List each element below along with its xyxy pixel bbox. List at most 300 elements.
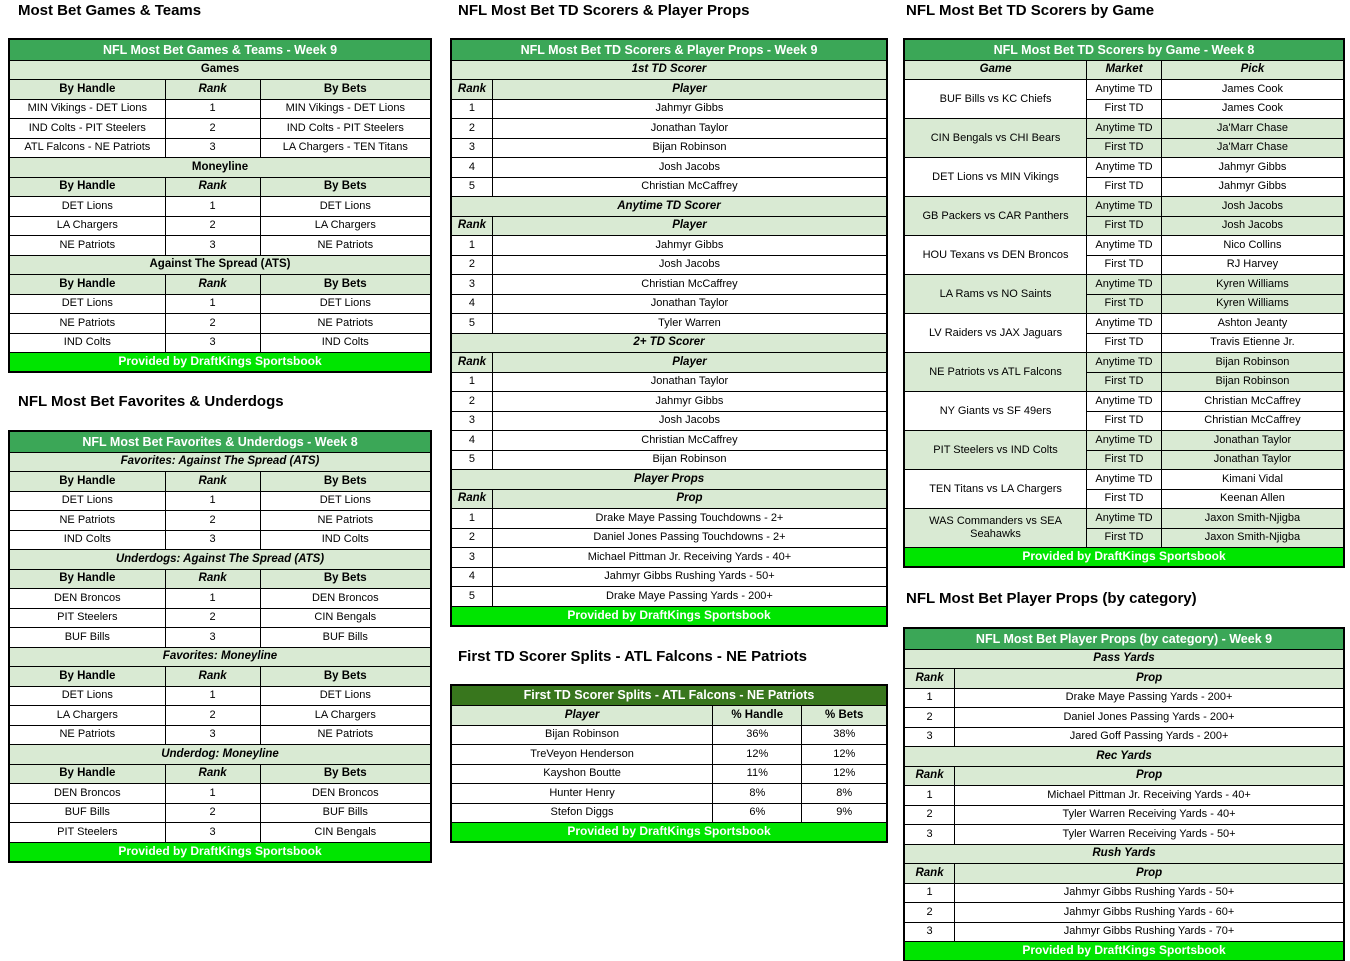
nfl-most-bet-player-props-by-category-week9-data-row [904,883,1344,903]
table-nfl-most-bet-td-scorers-by-game-week8 [903,38,1345,568]
nfl-most-bet-td-scorers-player-props-week9-data-row [451,138,887,158]
data-cell: RJ Harvey [1161,255,1344,275]
data-cell: DET Lions [260,491,431,511]
data-cell: Ja'Marr Chase [1161,119,1344,139]
data-cell: Ashton Jeanty [1161,314,1344,334]
data-cell: DET Lions [9,294,165,314]
data-cell: 36% [713,725,802,745]
data-cell: NE Patriots [260,725,431,745]
data-cell: 5 [451,177,492,197]
data-cell: Anytime TD [1087,353,1162,373]
nfl-most-bet-td-scorers-player-props-week9-data-row [451,509,887,529]
table-nfl-most-bet-td-scorers-player-props-week9 [450,38,888,627]
data-cell: Jahmyr Gibbs [1161,158,1344,178]
nfl-most-bet-td-scorers-player-props-week9-data-row [451,411,887,431]
data-cell: BUF Bills [260,628,431,648]
data-cell: First TD [1087,99,1162,119]
data-cell: 12% [713,745,802,765]
data-cell: HOU Texans vs DEN Broncos [904,236,1087,275]
column-header: By Bets [260,667,431,687]
nfl-most-bet-favorites-underdogs-week8-data-row [9,803,431,823]
first-td-scorer-splits-atl-ne-data-row [451,784,887,804]
data-cell: 2 [165,803,260,823]
first-td-scorer-splits-atl-ne-data-row [451,803,887,823]
data-cell: WAS Commanders vs SEA Seahawks [904,509,1087,548]
data-cell: 2 [165,314,260,334]
data-cell: 3 [904,825,955,845]
column-header: Rank [165,80,260,100]
nfl-most-bet-player-props-by-category-week9-header-row [904,669,1344,689]
data-cell: NE Patriots [260,511,431,531]
table-host-td-by-game [903,38,1345,568]
nfl-most-bet-td-scorers-by-game-week8-footer-row [904,548,1344,568]
data-cell: 2 [451,255,492,275]
nfl-most-bet-td-scorers-player-props-week9-footer-row [451,606,887,626]
data-cell: NE Patriots [260,314,431,334]
nfl-most-bet-td-scorers-player-props-week9-header-row [451,489,887,509]
nfl-most-bet-player-props-by-category-week9-data-row [904,922,1344,942]
column-header: By Bets [260,472,431,492]
nfl-most-bet-player-props-by-category-week9-section-row [904,844,1344,864]
column-header: By Bets [260,275,431,295]
data-cell: First TD [1087,138,1162,158]
data-cell: 2 [451,528,492,548]
heading-favorites-underdogs: NFL Most Bet Favorites & Underdogs [18,393,284,410]
data-cell: Anytime TD [1087,236,1162,256]
data-cell: IND Colts [260,333,431,353]
data-cell: 2 [165,119,260,139]
provider-credit: Provided by DraftKings Sportsbook [451,823,887,843]
nfl-most-bet-td-scorers-player-props-week9-data-row [451,528,887,548]
data-cell: 2 [904,903,955,923]
nfl-most-bet-td-scorers-player-props-week9-data-row [451,372,887,392]
data-cell: Jaxon Smith-Njigba [1161,528,1344,548]
section-label: Anytime TD Scorer [451,197,887,217]
data-cell: Anytime TD [1087,197,1162,217]
nfl-most-bet-td-scorers-player-props-week9-data-row [451,255,887,275]
first-td-scorer-splits-atl-ne-data-row [451,764,887,784]
table-title: NFL Most Bet TD Scorers & Player Props - Week 9 [451,39,887,60]
data-cell: 3 [165,725,260,745]
nfl-most-bet-games-teams-week9-header-row [9,177,431,197]
nfl-most-bet-favorites-underdogs-week8-data-row [9,628,431,648]
column-header: Player [492,216,887,236]
nfl-most-bet-td-scorers-by-game-week8-data-row [904,431,1344,451]
heading-td-scorers-props: NFL Most Bet TD Scorers & Player Props [458,2,750,19]
nfl-most-bet-td-scorers-player-props-week9-section-row [451,470,887,490]
data-cell: BUF Bills [9,803,165,823]
nfl-most-bet-favorites-underdogs-week8-data-row [9,608,431,628]
data-cell: Travis Etienne Jr. [1161,333,1344,353]
nfl-most-bet-player-props-by-category-week9-data-row [904,825,1344,845]
column-header: Market [1087,60,1162,80]
data-cell: PIT Steelers [9,823,165,843]
section-label: Rec Yards [904,747,1344,767]
data-cell: Josh Jacobs [492,411,887,431]
data-cell: Jahmyr Gibbs Rushing Yards - 70+ [955,922,1344,942]
data-cell: Tyler Warren [492,314,887,334]
data-cell: IND Colts - PIT Steelers [260,119,431,139]
data-cell: 2 [451,392,492,412]
column-header: By Handle [9,667,165,687]
nfl-most-bet-player-props-by-category-week9-data-row [904,688,1344,708]
column-left [8,0,432,863]
nfl-most-bet-favorites-underdogs-week8-section-row [9,745,431,765]
data-cell: 1 [451,372,492,392]
data-cell: 2 [165,706,260,726]
heading-td-scorers-by-game: NFL Most Bet TD Scorers by Game [906,2,1155,19]
nfl-most-bet-favorites-underdogs-week8-header-row [9,667,431,687]
data-cell: James Cook [1161,80,1344,100]
nfl-most-bet-favorites-underdogs-week8-title-row [9,431,431,452]
nfl-most-bet-td-scorers-by-game-week8-data-row [904,353,1344,373]
data-cell: Nico Collins [1161,236,1344,256]
data-cell: Drake Maye Passing Yards - 200+ [492,587,887,607]
nfl-most-bet-player-props-by-category-week9-data-row [904,708,1344,728]
data-cell: First TD [1087,450,1162,470]
data-cell: Jonathan Taylor [1161,431,1344,451]
data-cell: DEN Broncos [9,784,165,804]
data-cell: Kimani Vidal [1161,470,1344,490]
table-nfl-most-bet-favorites-underdogs-week8 [8,430,432,863]
table-first-td-scorer-splits-atl-ne [450,684,888,844]
nfl-most-bet-td-scorers-by-game-week8-title-row [904,39,1344,60]
data-cell: 6% [713,803,802,823]
nfl-most-bet-favorites-underdogs-week8-data-row [9,686,431,706]
section-label: Underdog: Moneyline [9,745,431,765]
data-cell: First TD [1087,333,1162,353]
first-td-scorer-splits-atl-ne-header-row [451,706,887,726]
data-cell: 3 [165,333,260,353]
data-cell: Michael Pittman Jr. Receiving Yards - 40+ [955,786,1344,806]
data-cell: PIT Steelers [9,608,165,628]
data-cell: LA Chargers [260,216,431,236]
nfl-most-bet-td-scorers-by-game-week8-data-row [904,197,1344,217]
data-cell: Anytime TD [1087,392,1162,412]
data-cell: First TD [1087,216,1162,236]
nfl-most-bet-favorites-underdogs-week8-data-row [9,706,431,726]
data-cell: GB Packers vs CAR Panthers [904,197,1087,236]
column-header: By Handle [9,764,165,784]
nfl-most-bet-player-props-by-category-week9-data-row [904,786,1344,806]
section-label: 1st TD Scorer [451,60,887,80]
data-cell: Tyler Warren Receiving Yards - 40+ [955,805,1344,825]
nfl-most-bet-favorites-underdogs-week8-data-row [9,725,431,745]
column-header: % Bets [802,706,887,726]
column-header: Rank [165,764,260,784]
data-cell: CIN Bengals vs CHI Bears [904,119,1087,158]
nfl-most-bet-td-scorers-player-props-week9-data-row [451,567,887,587]
data-cell: Christian McCaffrey [492,275,887,295]
data-cell: IND Colts [260,530,431,550]
data-cell: BUF Bills [9,628,165,648]
data-cell: 3 [451,411,492,431]
data-cell: Jahmyr Gibbs [1161,177,1344,197]
nfl-most-bet-td-scorers-player-props-week9-section-row [451,197,887,217]
data-cell: First TD [1087,177,1162,197]
nfl-most-bet-player-props-by-category-week9-section-row [904,649,1344,669]
first-td-scorer-splits-atl-ne-footer-row [451,823,887,843]
provider-credit: Provided by DraftKings Sportsbook [451,606,887,626]
data-cell: 4 [451,431,492,451]
data-cell: First TD [1087,372,1162,392]
data-cell: 5 [451,450,492,470]
nfl-most-bet-favorites-underdogs-week8-section-row [9,550,431,570]
first-td-scorer-splits-atl-ne-data-row [451,745,887,765]
data-cell: Jahmyr Gibbs Rushing Yards - 50+ [492,567,887,587]
nfl-most-bet-games-teams-week9-data-row [9,99,431,119]
data-cell: 1 [165,197,260,217]
data-cell: 1 [451,236,492,256]
data-cell: 1 [451,509,492,529]
nfl-most-bet-td-scorers-player-props-week9-data-row [451,450,887,470]
nfl-most-bet-favorites-underdogs-week8-header-row [9,472,431,492]
nfl-most-bet-td-scorers-player-props-week9-data-row [451,177,887,197]
nfl-most-bet-td-scorers-player-props-week9-data-row [451,392,887,412]
table-title: NFL Most Bet Games & Teams - Week 9 [9,39,431,60]
nfl-most-bet-td-scorers-player-props-week9-data-row [451,236,887,256]
data-cell: Michael Pittman Jr. Receiving Yards - 40+ [492,548,887,568]
column-header: Rank [451,80,492,100]
nfl-most-bet-player-props-by-category-week9-section-row [904,747,1344,767]
nfl-most-bet-td-scorers-player-props-week9-section-row [451,333,887,353]
data-cell: DET Lions [9,686,165,706]
table-host-games-teams [8,38,432,373]
nfl-most-bet-td-scorers-player-props-week9-header-row [451,216,887,236]
nfl-most-bet-favorites-underdogs-week8-data-row [9,491,431,511]
nfl-most-bet-td-scorers-player-props-week9-data-row [451,119,887,139]
data-cell: DET Lions [260,294,431,314]
data-cell: 12% [802,764,887,784]
table-title: NFL Most Bet TD Scorers by Game - Week 8 [904,39,1344,60]
data-cell: DET Lions [9,197,165,217]
data-cell: First TD [1087,528,1162,548]
section-label: Player Props [451,470,887,490]
data-cell: NE Patriots [260,236,431,256]
data-cell: First TD [1087,255,1162,275]
data-cell: 1 [165,491,260,511]
data-cell: LA Rams vs NO Saints [904,275,1087,314]
data-cell: 12% [802,745,887,765]
data-cell: First TD [1087,411,1162,431]
table-host-td-scorers-props [450,38,888,627]
data-cell: MIN Vikings - DET Lions [9,99,165,119]
data-cell: LA Chargers [260,706,431,726]
data-cell: 1 [451,99,492,119]
data-cell: 3 [904,727,955,747]
nfl-most-bet-player-props-by-category-week9-data-row [904,805,1344,825]
column-header: Prop [955,766,1344,786]
data-cell: DEN Broncos [260,589,431,609]
column-right [903,0,1345,961]
data-cell: NE Patriots [9,236,165,256]
nfl-most-bet-favorites-underdogs-week8-section-row [9,452,431,472]
data-cell: Daniel Jones Passing Touchdowns - 2+ [492,528,887,548]
data-cell: Ja'Marr Chase [1161,138,1344,158]
nfl-most-bet-td-scorers-player-props-week9-section-row [451,60,887,80]
data-cell: 1 [904,688,955,708]
data-cell: NE Patriots [9,314,165,334]
nfl-most-bet-games-teams-week9-header-row [9,275,431,295]
table-nfl-most-bet-games-teams-week9 [8,38,432,373]
nfl-most-bet-games-teams-week9-data-row [9,216,431,236]
data-cell: 2 [165,216,260,236]
data-cell: BUF Bills [260,803,431,823]
table-host-first-td-splits [450,684,888,844]
heading-most-bet-games-teams: Most Bet Games & Teams [18,2,202,19]
column-header: Player [451,706,713,726]
data-cell: TreVeyon Henderson [451,745,713,765]
nfl-most-bet-games-teams-week9-data-row [9,294,431,314]
data-cell: IND Colts [9,530,165,550]
column-header: By Handle [9,177,165,197]
nfl-most-bet-player-props-by-category-week9-data-row [904,727,1344,747]
data-cell: Daniel Jones Passing Yards - 200+ [955,708,1344,728]
nfl-most-bet-favorites-underdogs-week8-header-row [9,569,431,589]
first-td-scorer-splits-atl-ne-title-row [451,685,887,706]
data-cell: LA Chargers - TEN Titans [260,138,431,158]
column-header: Rank [165,472,260,492]
column-header: By Handle [9,80,165,100]
data-cell: Bijan Robinson [492,450,887,470]
data-cell: 1 [165,686,260,706]
data-cell: 2 [451,119,492,139]
nfl-most-bet-player-props-by-category-week9-header-row [904,766,1344,786]
nfl-most-bet-games-teams-week9-data-row [9,333,431,353]
data-cell: 1 [165,589,260,609]
data-cell: 3 [165,823,260,843]
column-header: Prop [492,489,887,509]
data-cell: 11% [713,764,802,784]
table-nfl-most-bet-player-props-by-category-week9 [903,627,1345,961]
data-cell: Jonathan Taylor [492,119,887,139]
data-cell: 1 [165,294,260,314]
data-cell: Kayshon Boutte [451,764,713,784]
nfl-most-bet-games-teams-week9-section-row [9,60,431,80]
data-cell: 3 [165,138,260,158]
data-cell: DET Lions [9,491,165,511]
section-label: Against The Spread (ATS) [9,255,431,275]
section-label: 2+ TD Scorer [451,333,887,353]
section-label: Underdogs: Against The Spread (ATS) [9,550,431,570]
data-cell: LV Raiders vs JAX Jaguars [904,314,1087,353]
data-cell: 2 [904,708,955,728]
data-cell: 3 [165,236,260,256]
nfl-most-bet-games-teams-week9-data-row [9,119,431,139]
data-cell: MIN Vikings - DET Lions [260,99,431,119]
data-cell: 2 [904,805,955,825]
data-cell: 8% [802,784,887,804]
provider-credit: Provided by DraftKings Sportsbook [904,548,1344,568]
nfl-most-bet-favorites-underdogs-week8-data-row [9,530,431,550]
data-cell: Christian McCaffrey [492,177,887,197]
data-cell: 3 [451,548,492,568]
section-label: Favorites: Against The Spread (ATS) [9,452,431,472]
data-cell: Josh Jacobs [492,255,887,275]
data-cell: 1 [165,99,260,119]
data-cell: Kyren Williams [1161,275,1344,295]
data-cell: Jahmyr Gibbs Rushing Yards - 50+ [955,883,1344,903]
data-cell: TEN Titans vs LA Chargers [904,470,1087,509]
data-cell: Kyren Williams [1161,294,1344,314]
column-header: Rank [165,275,260,295]
column-header: By Handle [9,275,165,295]
data-cell: Bijan Robinson [1161,372,1344,392]
nfl-most-bet-td-scorers-by-game-week8-header-row [904,60,1344,80]
data-cell: Christian McCaffrey [1161,411,1344,431]
data-cell: LA Chargers [9,706,165,726]
data-cell: DET Lions [260,197,431,217]
data-cell: DEN Broncos [260,784,431,804]
nfl-most-bet-td-scorers-player-props-week9-header-row [451,353,887,373]
column-header: Pick [1161,60,1344,80]
data-cell: PIT Steelers vs IND Colts [904,431,1087,470]
data-cell: Hunter Henry [451,784,713,804]
column-header: Player [492,80,887,100]
first-td-scorer-splits-atl-ne-data-row [451,725,887,745]
data-cell: James Cook [1161,99,1344,119]
nfl-most-bet-td-scorers-player-props-week9-header-row [451,80,887,100]
nfl-most-bet-favorites-underdogs-week8-header-row [9,764,431,784]
column-header: By Bets [260,764,431,784]
data-cell: 38% [802,725,887,745]
column-header: Rank [904,864,955,884]
data-cell: NE Patriots [9,511,165,531]
table-host-props-category [903,627,1345,961]
data-cell: Anytime TD [1087,314,1162,334]
column-header: By Handle [9,472,165,492]
nfl-most-bet-games-teams-week9-data-row [9,138,431,158]
column-header: Rank [451,216,492,236]
nfl-most-bet-games-teams-week9-data-row [9,197,431,217]
data-cell: 1 [904,883,955,903]
data-cell: CIN Bengals [260,823,431,843]
nfl-most-bet-td-scorers-by-game-week8-data-row [904,158,1344,178]
table-title: NFL Most Bet Player Props (by category) - Week 9 [904,628,1344,649]
data-cell: Anytime TD [1087,509,1162,529]
data-cell: Jahmyr Gibbs Rushing Yards - 60+ [955,903,1344,923]
data-cell: Anytime TD [1087,80,1162,100]
section-label: Pass Yards [904,649,1344,669]
data-cell: Jaxon Smith-Njigba [1161,509,1344,529]
nfl-most-bet-games-teams-week9-section-row [9,158,431,178]
nfl-most-bet-favorites-underdogs-week8-data-row [9,511,431,531]
data-cell: Jonathan Taylor [1161,450,1344,470]
nfl-most-bet-favorites-underdogs-week8-data-row [9,823,431,843]
data-cell: Christian McCaffrey [492,431,887,451]
column-header: By Bets [260,569,431,589]
data-cell: 1 [165,784,260,804]
data-cell: ATL Falcons - NE Patriots [9,138,165,158]
data-cell: Jonathan Taylor [492,372,887,392]
nfl-most-bet-td-scorers-by-game-week8-data-row [904,119,1344,139]
data-cell: Bijan Robinson [492,138,887,158]
data-cell: NY Giants vs SF 49ers [904,392,1087,431]
column-header: Rank [904,669,955,689]
nfl-most-bet-player-props-by-category-week9-header-row [904,864,1344,884]
nfl-most-bet-favorites-underdogs-week8-data-row [9,589,431,609]
table-title: First TD Scorer Splits - ATL Falcons - NE Patriots [451,685,887,706]
section-label: Rush Yards [904,844,1344,864]
nfl-most-bet-favorites-underdogs-week8-data-row [9,784,431,804]
nfl-most-bet-player-props-by-category-week9-data-row [904,903,1344,923]
data-cell: Anytime TD [1087,158,1162,178]
data-cell: Keenan Allen [1161,489,1344,509]
nfl-most-bet-td-scorers-player-props-week9-data-row [451,587,887,607]
nfl-most-bet-td-scorers-player-props-week9-data-row [451,158,887,178]
data-cell: Bijan Robinson [451,725,713,745]
column-header: By Bets [260,177,431,197]
